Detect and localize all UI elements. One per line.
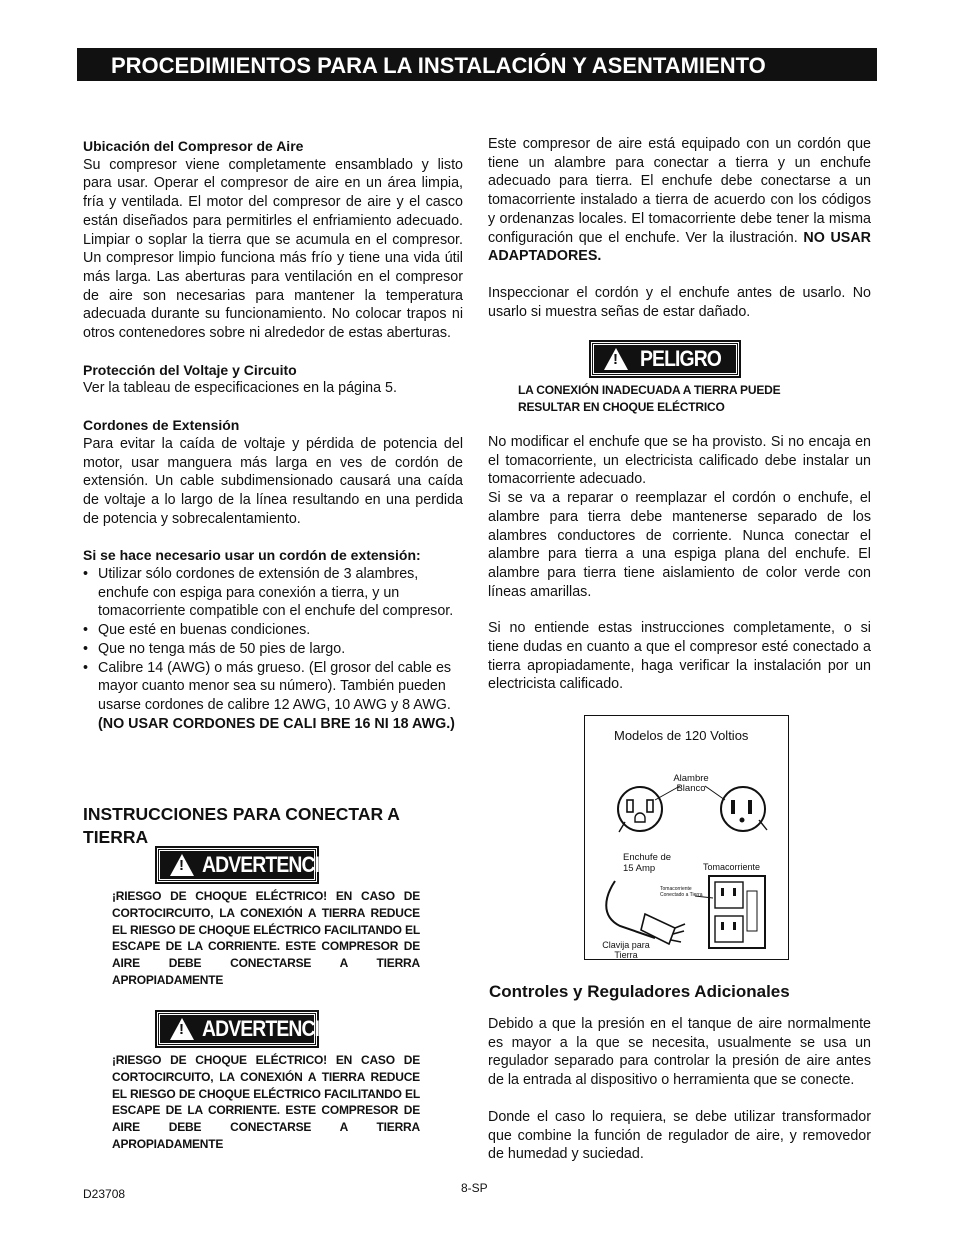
right-column-top xyxy=(488,135,871,321)
section-title-voltaje: Protección del Voltaje y Circuito xyxy=(83,361,297,378)
diagram-title: Modelos de 120 Voltios xyxy=(614,728,749,743)
alambre-label: Alambre Blanco xyxy=(673,773,709,794)
para-modificar: No modificar el enchufe que se ha provisto. Si no encaja en el tomacorriente, un electricista calificado debe instalar un tomacorriente adecuado. xyxy=(488,434,871,488)
para-regulador: Debido a que la presión en el tanque de aire normalmente es mayor a la que se necesita, usualmente se usa un regulador separado para controlar la presión de aire antes de la entrada al dispositivo o herramienta que se conecte. xyxy=(488,1016,871,1089)
outlet-illustration xyxy=(585,716,787,958)
warning-triangle-icon xyxy=(170,854,194,876)
section-title-cordones: Cordones de Extensión xyxy=(83,417,240,434)
page-title: PROCEDIMIENTOS PARA LA INSTALACIÓN Y ASENTAMIENTO xyxy=(77,48,877,81)
list-item: • Que no tenga más de 50 pies de largo. xyxy=(83,640,463,659)
para-reparar: Si se va a reparar o reemplazar el cordón o enchufe, el alambre para tierra debe mantenerse separado de los alambres conductores de corriente. Nunca conectar el alambre para tierra a una espiga plana del enchufe. El alambre para tierra tiene aislamiento de color verde con líneas amarillas. xyxy=(488,490,871,600)
peligro-label: PELIGRO xyxy=(640,346,721,371)
peligro-badge xyxy=(591,342,739,376)
doc-id: D23708 xyxy=(83,1187,126,1201)
para-transformador: Donde el caso lo requiera, se debe utilizar transformador que combine la función de regulador de aire, y removedor de humedad y suciedad. xyxy=(488,1108,871,1163)
advertencia-text-2: ¡RIESGO DE CHOQUE ELÉCTRICO! EN CASO DE CORTOCIRCUITO, LA CONEXIÓN A TIERRA REDUCE EL RIESGO DE CHOQUE ELÉCTRICO FACILITANDO EL ESCAPE DE LA CORRIENTE. ESTE COMPRESOR DE AIRE DEBE CONECTARSE A TIERRA APROPIADAMENTE xyxy=(112,1053,420,1151)
ubicacion-body: Su compresor viene completamente ensamblado y listo para usar. Operar el compresor de aire en un área limpia, fría y ventilada. El motor del compresor de aire y el casco están diseñados para permitirles el enfriamiento adecuado. Limpiar o soplar la tierra que se acumula en el compresor. Un compresor limpio funciona más frío y tiene una vida útil más larga. Las aberturas para ventilación en el compresor de aire son necesarias para mantener la temperatura adecuada durante su funcionamiento. No colocar trapos ni otros contenedores sobre ni alrededor de estas aberturas. xyxy=(83,156,463,342)
page-number: 8-SP xyxy=(461,1181,488,1195)
right-column-bottom xyxy=(488,1015,871,1164)
list-item-bold: (NO USAR CORDONES DE CALI BRE 16 NI 18 AWG.) xyxy=(98,715,455,732)
list-item-text: Calibre 14 (AWG) o más grueso. (El grosor del cable es mayor cuanto menor sea su número). También pueden usarse cordones de calibre 12 AWG, 10 AWG y 8 AWG. xyxy=(98,659,452,713)
section-title-ubicacion: Ubicación del Compresor de Aire xyxy=(83,138,304,154)
no-adaptadores: NO USAR ADAPTADORES. xyxy=(488,229,871,265)
list-item: • Que esté en buenas condiciones. xyxy=(83,621,463,640)
warning-triangle-icon xyxy=(170,1018,194,1040)
outlet-diagram xyxy=(584,715,789,960)
para-cordon-text: Este compresor de aire está equipado con un cordón que tiene un alambre para conectar a tierra y un enchufe adecuado para tierra. El enchufe debe conectarse a un tomacorriente instalado a tierra de acuerdo con los códigos y ordenanzas locales. El tomacorriente debe tener la misma configuración que el enchufe. Ver la ilustración. xyxy=(488,136,871,246)
advertencia-badge-2 xyxy=(157,1012,333,1046)
enchufe-label: Enchufe de 15 Amp xyxy=(623,852,672,874)
tomacorriente-label: Tomacorriente xyxy=(703,862,761,872)
list-item: • Utilizar sólo cordones de extensión de 3 alambres, enchufe con espiga para conexión a tierra, y un tomacorriente compatible con el enchufe del compresor. xyxy=(83,565,463,621)
left-column xyxy=(83,137,463,733)
voltaje-body: Ver la tableau de especificaciones en la página 5. xyxy=(83,380,397,397)
advertencia-label: ADVERTENCIA xyxy=(202,852,333,877)
advertencia-label: ADVERTENCIA xyxy=(202,1016,333,1041)
section-title-controles: Controles y Reguladores Adicionales xyxy=(489,982,790,1001)
extension-list xyxy=(83,565,463,733)
clavija-label: Clavija para Tierra xyxy=(602,940,650,960)
right-column-middle xyxy=(488,433,871,694)
section-title-tierra: INSTRUCCIONES PARA CONECTAR A TIERRA xyxy=(83,804,400,847)
para-dudas: Si no entiende estas instrucciones completamente, o si tiene dudas en cuanto a que el compresor esté conectado a tierra apropiadamente, haga verificar la instalación por un electricista calificado. xyxy=(488,620,871,693)
list-item xyxy=(83,659,463,734)
warning-triangle-icon xyxy=(604,348,628,370)
cordones-body: Para evitar la caída de voltaje y pérdida de potencia del motor, usar manguera más larga en ves de cordón de extensión. Un cable subdimensionado causará una caída de voltaje a lo largo de la línea resultando en una perdida de potencia y sobrecalentamiento. xyxy=(83,435,463,527)
advertencia-badge xyxy=(157,848,333,882)
para-inspeccionar: Inspeccionar el cordón y el enchufe antes de usarlo. No usarlo si muestra señas de estar dañado. xyxy=(488,284,871,320)
section-title-si: Si se hace necesario usar un cordón de extensión: xyxy=(83,547,421,564)
para-cordon xyxy=(488,135,871,266)
advertencia-text: ¡RIESGO DE CHOQUE ELÉCTRICO! EN CASO DE CORTOCIRCUITO, LA CONEXIÓN A TIERRA REDUCE EL RIESGO DE CHOQUE ELÉCTRICO FACILITANDO EL ESCAPE DE LA CORRIENTE. ESTE COMPRESOR DE AIRE DEBE CONECTARSE A TIERRA APROPIADAMENTE xyxy=(112,889,420,987)
peligro-text: LA CONEXIÓN INADECUADA A TIERRA PUEDE RESULTAR EN CHOQUE ELÉCTRICO xyxy=(518,383,781,414)
tomacorriente-tierra-label: Tomacorriente Conectado a Tierra xyxy=(660,886,703,898)
